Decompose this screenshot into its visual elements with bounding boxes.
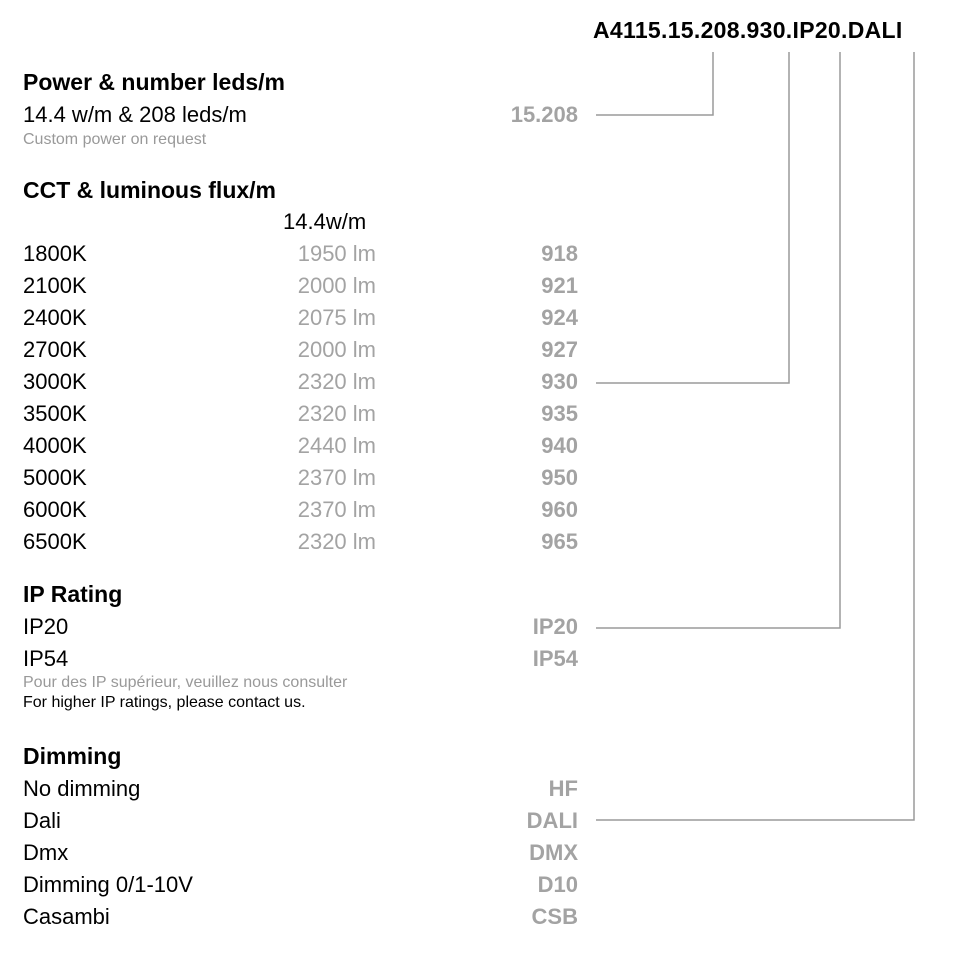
ip-code: IP20 bbox=[532, 614, 578, 639]
cct-lm: 2000 lm bbox=[297, 337, 376, 362]
cct-lm: 2440 lm bbox=[297, 433, 376, 458]
cct-code: 921 bbox=[541, 273, 578, 298]
dimming-code: CSB bbox=[531, 904, 578, 929]
product-code: A4115.15.208.930.IP20.DALI bbox=[593, 17, 903, 43]
ip-note-en: For higher IP ratings, please contact us. bbox=[23, 694, 306, 711]
cct-lm: 2370 lm bbox=[297, 465, 376, 490]
connector-dimming bbox=[596, 52, 914, 820]
dimming-label: Dimming 0/1-10V bbox=[23, 872, 193, 897]
cct-code: 940 bbox=[541, 433, 578, 458]
cct-code: 927 bbox=[541, 337, 578, 362]
cct-k: 3500K bbox=[23, 401, 87, 426]
cct-code: 924 bbox=[541, 305, 578, 330]
dimming-heading: Dimming bbox=[23, 743, 122, 769]
connector-cct bbox=[596, 52, 789, 383]
power-heading: Power & number leds/m bbox=[23, 69, 286, 95]
cct-code: 965 bbox=[541, 529, 578, 554]
power-note: Custom power on request bbox=[23, 131, 207, 148]
cct-code: 918 bbox=[541, 241, 578, 266]
cct-subheading: 14.4w/m bbox=[283, 209, 367, 234]
connector-power bbox=[596, 52, 713, 115]
cct-code: 950 bbox=[541, 465, 578, 490]
dimming-label: Dmx bbox=[23, 840, 69, 865]
cct-k: 4000K bbox=[23, 433, 87, 458]
cct-lm: 2320 lm bbox=[297, 369, 376, 394]
ip-note-fr: Pour des IP supérieur, veuillez nous consulter bbox=[23, 674, 348, 691]
connector-ip bbox=[596, 52, 840, 628]
cct-k: 1800K bbox=[23, 241, 87, 266]
dimming-label: Dali bbox=[23, 808, 61, 833]
cct-lm: 2000 lm bbox=[297, 273, 376, 298]
dimming-label: No dimming bbox=[23, 776, 141, 801]
cct-k: 2100K bbox=[23, 273, 87, 298]
dimming-code: HF bbox=[548, 776, 578, 801]
power-label: 14.4 w/m & 208 leds/m bbox=[23, 102, 247, 127]
cct-code: 935 bbox=[541, 401, 578, 426]
cct-code: 930 bbox=[541, 369, 578, 394]
cct-lm: 2320 lm bbox=[297, 529, 376, 554]
ip-heading: IP Rating bbox=[23, 581, 123, 607]
cct-heading: CCT & luminous flux/m bbox=[23, 177, 276, 203]
cct-k: 2700K bbox=[23, 337, 87, 362]
ip-label: IP54 bbox=[23, 646, 69, 671]
dimming-label: Casambi bbox=[23, 904, 110, 929]
dimming-code: DMX bbox=[529, 840, 578, 865]
cct-k: 3000K bbox=[23, 369, 87, 394]
cct-k: 2400K bbox=[23, 305, 87, 330]
dimming-code: D10 bbox=[537, 872, 578, 897]
power-code: 15.208 bbox=[510, 102, 578, 127]
ip-label: IP20 bbox=[23, 614, 69, 639]
cct-lm: 2075 lm bbox=[297, 305, 376, 330]
cct-k: 6500K bbox=[23, 529, 87, 554]
ip-code: IP54 bbox=[532, 646, 578, 671]
cct-code: 960 bbox=[541, 497, 578, 522]
cct-k: 5000K bbox=[23, 465, 87, 490]
cct-k: 6000K bbox=[23, 497, 87, 522]
dimming-code: DALI bbox=[526, 808, 578, 833]
cct-lm: 1950 lm bbox=[297, 241, 376, 266]
cct-lm: 2320 lm bbox=[297, 401, 376, 426]
cct-lm: 2370 lm bbox=[297, 497, 376, 522]
